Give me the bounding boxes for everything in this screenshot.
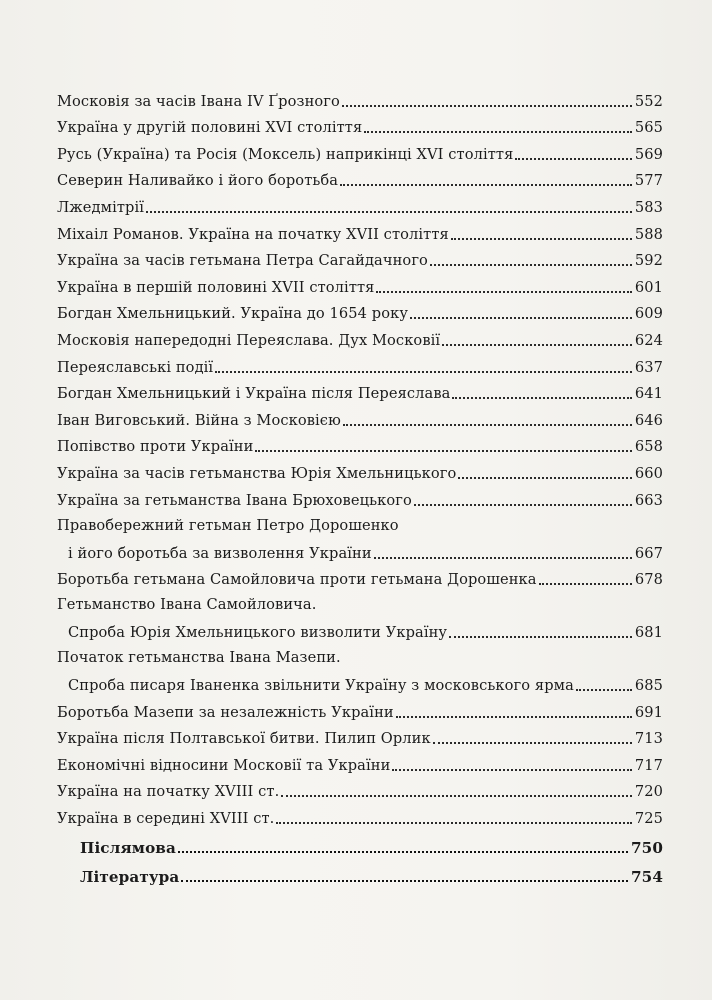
dot-leader bbox=[392, 769, 631, 771]
toc-entry-title: Іван Виговський. Війна з Московією bbox=[57, 411, 341, 429]
toc-entry-title: Боротьба Мазепи за незалежність України bbox=[57, 703, 394, 721]
dot-leader bbox=[342, 105, 632, 107]
toc-entry-title: Україна за гетьманства Івана Брюховецького bbox=[57, 491, 412, 509]
dot-leader bbox=[396, 716, 632, 718]
dot-leader bbox=[255, 450, 631, 452]
toc-entry-page: 577 bbox=[634, 172, 663, 190]
toc-entry-title: Післямова bbox=[80, 839, 176, 858]
dot-leader bbox=[430, 264, 632, 266]
dot-leader bbox=[215, 371, 632, 373]
toc-entry bbox=[57, 323, 663, 350]
dot-leader bbox=[146, 211, 632, 213]
dot-leader bbox=[276, 822, 631, 824]
toc-entry-literature bbox=[57, 857, 663, 886]
toc-entry-title-line1: Правобережний гетьман Петро Дорошенко bbox=[57, 516, 399, 534]
toc-entry bbox=[57, 190, 663, 217]
dot-leader bbox=[576, 689, 632, 691]
toc-entry-page: 601 bbox=[634, 278, 663, 296]
toc-entry-page: 678 bbox=[634, 571, 663, 589]
toc-entry bbox=[57, 137, 663, 164]
toc-entry-page: 685 bbox=[634, 677, 663, 695]
toc-entry-title: Україна у другій половині XVI століття bbox=[57, 119, 363, 137]
toc-entry-page: 583 bbox=[634, 198, 663, 216]
toc-entry bbox=[57, 483, 663, 510]
toc-entry-title: Україна після Полтавської битви. Пилип Орлик bbox=[57, 730, 431, 748]
dot-leader bbox=[452, 397, 631, 399]
dot-leader bbox=[181, 880, 628, 882]
toc-entry-title: Московія за часів Івана IV Ґрозного bbox=[57, 92, 340, 110]
toc-entry-page: 565 bbox=[634, 119, 663, 137]
toc-entry bbox=[57, 164, 663, 191]
toc-entry-multiline bbox=[57, 642, 663, 695]
toc-entry bbox=[57, 244, 663, 271]
dot-leader bbox=[458, 477, 631, 479]
dot-leader bbox=[376, 291, 631, 293]
toc-entry-title: Література bbox=[80, 868, 180, 887]
toc-entry-title: Україна за часів гетьмана Петра Сагайдачного bbox=[57, 252, 428, 270]
toc-entry-title-line2: Спроба Юрія Хмельницького визволити Україну bbox=[68, 624, 448, 642]
toc-entry-page: 720 bbox=[634, 783, 663, 801]
toc-entry-page: 713 bbox=[634, 730, 663, 748]
toc-entry-title: Богдан Хмельницький. Україна до 1654 року bbox=[57, 305, 409, 323]
toc-entry-title: Московія напередодні Переяслава. Дух Московії bbox=[57, 331, 441, 349]
toc-entry-title: Україна в середині XVIII ст. bbox=[57, 810, 275, 828]
toc-entry-page: 592 bbox=[634, 252, 663, 270]
dot-leader bbox=[449, 636, 632, 638]
toc-entry bbox=[57, 377, 663, 404]
dot-leader bbox=[374, 557, 632, 559]
toc-entry-title: Міхаіл Романов. Україна на початку XVII століття bbox=[57, 225, 449, 243]
toc-entry-page: 641 bbox=[634, 385, 663, 403]
toc-entry bbox=[57, 270, 663, 297]
toc-entry-afterword bbox=[57, 828, 663, 857]
toc-entry-title: Україна на початку XVIII ст. bbox=[57, 783, 280, 801]
dot-leader bbox=[433, 742, 632, 744]
table-of-contents bbox=[57, 84, 663, 886]
toc-entry bbox=[57, 775, 663, 802]
toc-entry bbox=[57, 563, 663, 590]
dot-leader bbox=[410, 317, 632, 319]
toc-entry-page: 646 bbox=[634, 411, 663, 429]
toc-entry bbox=[57, 84, 663, 111]
dot-leader bbox=[281, 795, 632, 797]
toc-entry-title: Переяславські події bbox=[57, 358, 214, 376]
toc-entry-page: 725 bbox=[634, 810, 663, 828]
toc-entry-page: 588 bbox=[634, 225, 663, 243]
dot-leader bbox=[364, 131, 632, 133]
toc-entry bbox=[57, 456, 663, 483]
toc-entry bbox=[57, 801, 663, 828]
toc-entry-title: Україна за часів гетьманства Юрія Хмельницького bbox=[57, 464, 457, 482]
toc-entry-page: 754 bbox=[630, 868, 663, 887]
toc-entry-title-line1: Початок гетьманства Івана Мазепи. bbox=[57, 649, 341, 667]
toc-entry-page: 717 bbox=[634, 756, 663, 774]
toc-entry-page: 658 bbox=[634, 438, 663, 456]
toc-entry-title: Економічні відносини Московії та України bbox=[57, 756, 391, 774]
toc-entry bbox=[57, 111, 663, 138]
toc-entry-title-line2: і його боротьба за визволення України bbox=[68, 544, 372, 562]
toc-entry-title: Богдан Хмельницький і Україна після Переяслава bbox=[57, 385, 451, 403]
toc-entry-page: 624 bbox=[634, 331, 663, 349]
toc-entry-page: 681 bbox=[634, 624, 663, 642]
dot-leader bbox=[343, 424, 632, 426]
toc-entry-title-line1: Гетьманство Івана Самойловича. bbox=[57, 596, 317, 614]
toc-entry bbox=[57, 403, 663, 430]
toc-entry-page: 552 bbox=[634, 92, 663, 110]
toc-entry-multiline bbox=[57, 589, 663, 642]
toc-entry-title: Боротьба гетьмана Самойловича проти гетьмана Дорошенка bbox=[57, 571, 537, 589]
toc-entry bbox=[57, 748, 663, 775]
toc-entry bbox=[57, 297, 663, 324]
toc-entry-page: 691 bbox=[634, 703, 663, 721]
toc-entry-page: 609 bbox=[634, 305, 663, 323]
toc-entry bbox=[57, 722, 663, 749]
toc-entry-page: 750 bbox=[630, 839, 663, 858]
toc-entry-title: Северин Наливайко і його боротьба bbox=[57, 172, 339, 190]
dot-leader bbox=[442, 344, 632, 346]
dot-leader bbox=[539, 583, 632, 585]
toc-entry-multiline bbox=[57, 510, 663, 563]
toc-entry bbox=[57, 430, 663, 457]
dot-leader bbox=[451, 238, 632, 240]
toc-entry-page: 667 bbox=[634, 544, 663, 562]
toc-entry bbox=[57, 350, 663, 377]
dot-leader bbox=[178, 851, 628, 853]
toc-entry-title-line2: Спроба писаря Іваненка звільнити Україну з московського ярма bbox=[68, 677, 574, 695]
dot-leader bbox=[515, 158, 631, 160]
toc-entry bbox=[57, 217, 663, 244]
toc-entry-title: Попівство проти України bbox=[57, 438, 254, 456]
toc-entry-title: Русь (Україна) та Росія (Моксель) наприкінці XVI століття bbox=[57, 145, 514, 163]
toc-entry-title: Україна в першій половині XVII століття bbox=[57, 278, 375, 296]
toc-entry-title: Лжедмітрії bbox=[57, 198, 144, 216]
toc-entry-page: 663 bbox=[634, 491, 663, 509]
toc-entry-page: 660 bbox=[634, 464, 663, 482]
dot-leader bbox=[414, 504, 632, 506]
toc-entry bbox=[57, 695, 663, 722]
toc-entry-page: 637 bbox=[634, 358, 663, 376]
toc-entry-page: 569 bbox=[634, 145, 663, 163]
dot-leader bbox=[340, 184, 632, 186]
